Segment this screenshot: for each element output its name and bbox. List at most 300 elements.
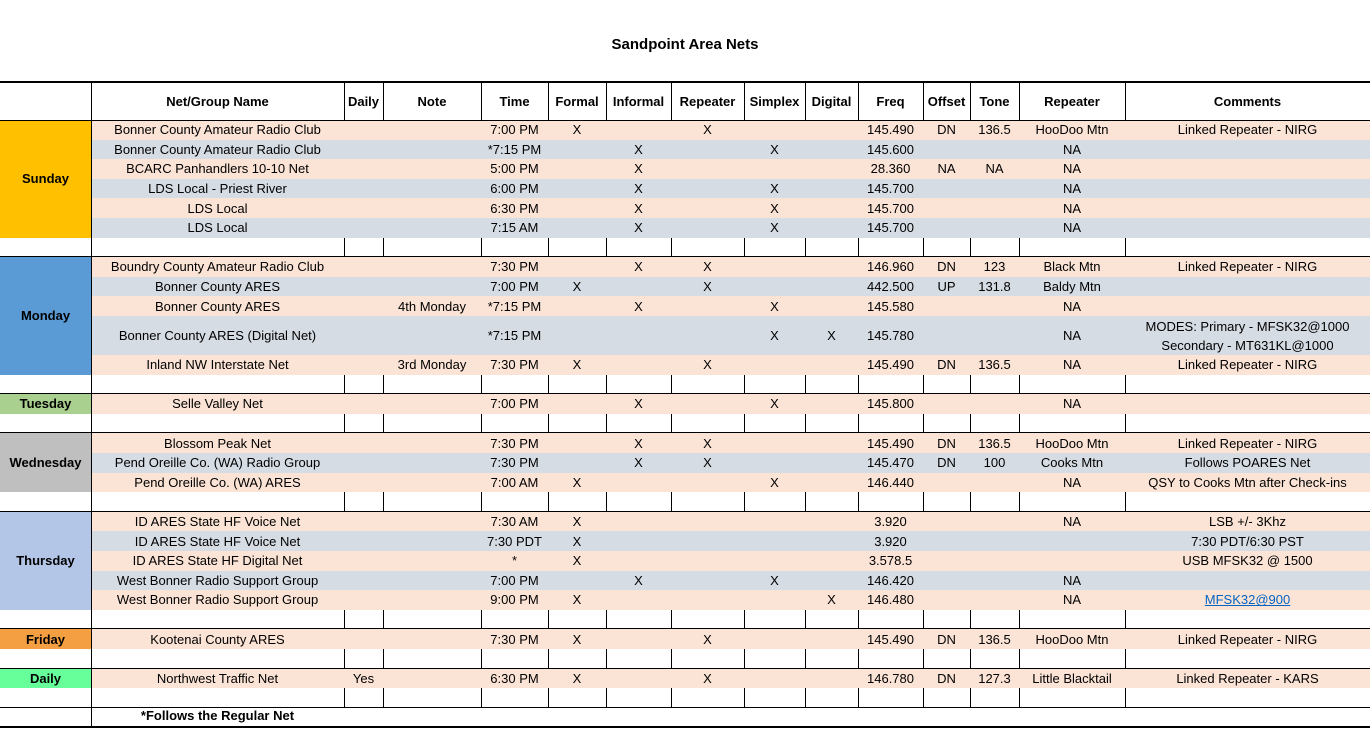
cell-repeater-site: NA xyxy=(1062,572,1082,588)
cell-offset: DN xyxy=(937,455,956,471)
cell-time: 7:00 AM xyxy=(490,474,539,490)
cell-freq: 145.780 xyxy=(867,328,914,343)
cell-tone: NA xyxy=(985,161,1004,177)
column-border xyxy=(923,649,924,669)
cell-freq: 3.578.5 xyxy=(868,553,913,569)
cell-repeater-check xyxy=(671,179,744,199)
cell-formal xyxy=(548,140,606,160)
cell-freq: 146.440 xyxy=(867,474,914,490)
column-border xyxy=(548,688,549,708)
cell-name: LDS Local xyxy=(187,220,248,236)
cell-repeater-check xyxy=(671,159,744,179)
cell-time: 7:00 PM xyxy=(490,572,539,588)
column-border xyxy=(383,82,384,120)
cell-daily xyxy=(344,159,383,179)
cell-offset xyxy=(923,316,970,355)
cell-daily xyxy=(344,473,383,493)
column-border xyxy=(805,82,806,120)
cell-note xyxy=(383,453,481,473)
cell-name: West Bonner Radio Support Group xyxy=(116,592,319,608)
cell-digital xyxy=(805,394,858,414)
cell-note xyxy=(383,218,481,238)
cell-repeater-check xyxy=(671,551,744,571)
cell-formal xyxy=(548,198,606,218)
cell-freq: 442.500 xyxy=(867,279,914,295)
cell-name: Boundry County Amateur Radio Club xyxy=(110,259,325,275)
cell-informal xyxy=(606,629,671,649)
column-border xyxy=(481,238,482,258)
cell-name: Pend Oreille Co. (WA) Radio Group xyxy=(114,455,321,471)
cell-offset: DN xyxy=(937,259,956,275)
cell-repeater-site: NA xyxy=(1062,328,1082,343)
column-border xyxy=(1125,414,1126,434)
cell-informal xyxy=(606,355,671,375)
header-tone: Tone xyxy=(979,93,1010,109)
cell-formal: X xyxy=(572,553,582,569)
cell-informal xyxy=(606,669,671,689)
cell-comments: LSB +/- 3Khz xyxy=(1209,514,1286,530)
cell-digital xyxy=(805,512,858,532)
cell-freq: 145.600 xyxy=(867,141,914,157)
cell-repeater-check: X xyxy=(703,279,712,295)
cell-simplex: X xyxy=(770,572,779,588)
cell-repeater-check xyxy=(671,316,744,355)
day-label-friday: Friday xyxy=(0,629,91,649)
column-border xyxy=(481,375,482,395)
column-border xyxy=(1019,649,1020,669)
cell-simplex: X xyxy=(770,200,779,216)
cell-formal xyxy=(548,453,606,473)
cell-name: Bonner County Amateur Radio Club xyxy=(114,141,321,157)
column-border xyxy=(1125,610,1126,630)
nets-table xyxy=(0,82,1370,728)
cell-name: ID ARES State HF Voice Net xyxy=(134,514,301,530)
cell-comments xyxy=(1125,140,1370,160)
cell-offset: DN xyxy=(937,631,956,647)
cell-repeater-check xyxy=(671,198,744,218)
cell-comments xyxy=(1125,571,1370,591)
cell-informal xyxy=(606,512,671,532)
column-border xyxy=(344,375,345,395)
cell-freq: 145.580 xyxy=(867,298,914,314)
cell-offset: DN xyxy=(937,435,956,451)
header-note: Note xyxy=(417,93,447,109)
cell-simplex xyxy=(744,629,805,649)
column-border xyxy=(858,492,859,512)
cell-name: Kootenai County ARES xyxy=(150,631,285,647)
column-border xyxy=(923,688,924,708)
cell-comments: Linked Repeater - NIRG xyxy=(1177,122,1318,138)
cell-note xyxy=(383,120,481,140)
cell-informal xyxy=(606,551,671,571)
column-border xyxy=(1125,649,1126,669)
column-border xyxy=(744,414,745,434)
cell-daily xyxy=(344,296,383,316)
cell-simplex: X xyxy=(770,396,779,412)
cell-digital xyxy=(805,218,858,238)
cell-repeater-site: HooDoo Mtn xyxy=(1035,435,1109,451)
cell-note xyxy=(383,257,481,277)
cell-name: Bonner County ARES xyxy=(154,298,281,314)
cell-offset xyxy=(923,512,970,532)
cell-comments: Linked Repeater - NIRG xyxy=(1177,435,1318,451)
cell-tone xyxy=(970,512,1019,532)
cell-informal: X xyxy=(634,181,643,197)
column-border xyxy=(548,610,549,630)
cell-offset: NA xyxy=(937,161,956,177)
cell-repeater-check: X xyxy=(703,435,712,451)
cell-note xyxy=(383,198,481,218)
cell-daily xyxy=(344,590,383,610)
cell-tone xyxy=(970,531,1019,551)
cell-informal: X xyxy=(634,572,643,588)
cell-tone xyxy=(970,590,1019,610)
cell-formal xyxy=(548,571,606,591)
comment-link[interactable]: MFSK32@900 xyxy=(1204,592,1291,608)
column-border xyxy=(383,649,384,669)
cell-freq: 28.360 xyxy=(870,161,911,177)
cell-formal xyxy=(548,394,606,414)
cell-formal: X xyxy=(572,670,582,686)
cell-tone: 123 xyxy=(983,259,1006,275)
cell-freq: 145.490 xyxy=(867,357,914,373)
cell-informal: X xyxy=(634,455,643,471)
cell-offset: DN xyxy=(937,357,956,373)
cell-tone: 136.5 xyxy=(978,122,1011,138)
cell-time: 7:30 PM xyxy=(490,435,539,451)
cell-digital xyxy=(805,629,858,649)
cell-repeater-site: NA xyxy=(1062,181,1082,197)
cell-repeater-check: X xyxy=(703,670,712,686)
cell-tone: 136.5 xyxy=(978,435,1011,451)
separator-line xyxy=(0,668,1370,669)
cell-repeater-check xyxy=(671,531,744,551)
cell-tone xyxy=(970,296,1019,316)
cell-freq: 145.470 xyxy=(867,455,914,471)
column-border xyxy=(744,238,745,258)
cell-tone xyxy=(970,198,1019,218)
cell-offset xyxy=(923,218,970,238)
column-border xyxy=(1019,610,1020,630)
column-border xyxy=(970,492,971,512)
cell-name: Bonner County Amateur Radio Club xyxy=(114,122,321,138)
column-border xyxy=(858,82,859,120)
column-border xyxy=(344,82,345,120)
cell-name: Blossom Peak Net xyxy=(164,435,271,451)
column-border xyxy=(1125,82,1126,120)
header-divider xyxy=(0,120,1370,121)
cell-repeater-site: Little Blacktail xyxy=(1032,670,1112,686)
cell-time: 7:30 PM xyxy=(490,455,539,471)
cell-repeater-check xyxy=(671,473,744,493)
cell-daily xyxy=(344,531,383,551)
column-border xyxy=(970,238,971,258)
column-border xyxy=(805,375,806,395)
day-column-border xyxy=(91,82,92,726)
cell-comments: Follows POARES Net xyxy=(1184,455,1311,471)
cell-daily xyxy=(344,394,383,414)
column-border xyxy=(606,82,607,120)
header-freq: Freq xyxy=(876,93,905,109)
cell-time: 6:30 PM xyxy=(490,200,539,216)
comments-line: MODES: Primary - MFSK32@1000 xyxy=(1145,318,1350,334)
cell-simplex xyxy=(744,257,805,277)
cell-formal xyxy=(548,159,606,179)
cell-digital xyxy=(805,531,858,551)
cell-repeater-check: X xyxy=(703,357,712,373)
cell-comments: Linked Repeater - NIRG xyxy=(1177,259,1318,275)
cell-simplex xyxy=(744,277,805,297)
cell-time: 7:15 AM xyxy=(490,220,539,236)
cell-comments xyxy=(1125,296,1370,316)
day-label-monday: Monday xyxy=(0,257,91,374)
column-border xyxy=(858,238,859,258)
cell-tone xyxy=(970,179,1019,199)
header-repeater-check: Repeater xyxy=(679,93,736,109)
header-daily: Daily xyxy=(347,93,380,109)
cell-formal xyxy=(548,218,606,238)
column-border xyxy=(671,688,672,708)
column-border xyxy=(606,414,607,434)
column-border xyxy=(344,414,345,434)
cell-offset: UP xyxy=(937,279,956,295)
cell-offset xyxy=(923,198,970,218)
cell-simplex xyxy=(744,551,805,571)
cell-informal xyxy=(606,590,671,610)
cell-offset xyxy=(923,140,970,160)
column-border xyxy=(548,82,549,120)
cell-name: BCARC Panhandlers 10-10 Net xyxy=(126,161,309,177)
cell-daily xyxy=(344,218,383,238)
cell-digital xyxy=(805,277,858,297)
cell-note xyxy=(383,433,481,453)
cell-note xyxy=(383,140,481,160)
cell-daily xyxy=(344,257,383,277)
cell-repeater-site: NA xyxy=(1062,514,1082,530)
cell-note xyxy=(383,316,481,355)
cell-digital xyxy=(805,140,858,160)
cell-tone: 127.3 xyxy=(978,670,1011,686)
cell-formal: X xyxy=(572,514,582,530)
column-border xyxy=(344,688,345,708)
column-border xyxy=(923,238,924,258)
column-border xyxy=(1125,375,1126,395)
cell-daily xyxy=(344,355,383,375)
column-border xyxy=(606,375,607,395)
day-label-sunday: Sunday xyxy=(0,120,91,238)
cell-freq: 3.920 xyxy=(874,533,907,549)
column-border xyxy=(1019,688,1020,708)
cell-name: Inland NW Interstate Net xyxy=(146,357,289,373)
cell-repeater-site xyxy=(1019,531,1125,551)
cell-offset: DN xyxy=(937,670,956,686)
cell-digital xyxy=(805,551,858,571)
cell-digital xyxy=(805,120,858,140)
cell-daily xyxy=(344,571,383,591)
cell-repeater-check xyxy=(671,140,744,160)
cell-digital xyxy=(805,669,858,689)
cell-simplex: X xyxy=(770,474,779,490)
cell-comments: Linked Repeater - NIRG xyxy=(1177,357,1318,373)
cell-note xyxy=(383,179,481,199)
column-border xyxy=(606,610,607,630)
cell-repeater-site: NA xyxy=(1062,200,1082,216)
cell-repeater-check: X xyxy=(703,259,712,275)
cell-freq: 145.700 xyxy=(867,181,914,197)
column-border xyxy=(671,375,672,395)
column-border xyxy=(548,649,549,669)
column-border xyxy=(1019,82,1020,120)
cell-name: ID ARES State HF Voice Net xyxy=(134,533,301,549)
cell-daily xyxy=(344,179,383,199)
column-border xyxy=(671,492,672,512)
day-label-daily: Daily xyxy=(0,669,91,689)
cell-informal xyxy=(606,120,671,140)
cell-tone: 100 xyxy=(983,455,1006,471)
separator-line xyxy=(0,256,1370,257)
cell-daily xyxy=(344,140,383,160)
cell-repeater-check xyxy=(671,571,744,591)
column-border xyxy=(744,82,745,120)
cell-time: 7:30 PM xyxy=(490,357,539,373)
cell-offset xyxy=(923,551,970,571)
cell-note xyxy=(383,394,481,414)
cell-comments xyxy=(1125,394,1370,414)
cell-daily xyxy=(344,512,383,532)
column-border xyxy=(970,82,971,120)
cell-comments: QSY to Cooks Mtn after Check-ins xyxy=(1148,474,1347,490)
cell-repeater-site: NA xyxy=(1062,161,1082,177)
cell-formal: X xyxy=(572,474,582,490)
separator-line xyxy=(0,511,1370,512)
cell-name: Pend Oreille Co. (WA) ARES xyxy=(134,474,301,490)
cell-repeater-check xyxy=(671,296,744,316)
cell-name: Selle Valley Net xyxy=(172,396,263,412)
cell-informal: X xyxy=(634,200,643,216)
cell-informal: X xyxy=(634,435,643,451)
separator-line xyxy=(0,432,1370,433)
cell-time: 7:30 PDT xyxy=(487,533,542,549)
page-title: Sandpoint Area Nets xyxy=(611,36,759,53)
header-digital: Digital xyxy=(811,93,852,109)
column-border xyxy=(481,610,482,630)
cell-offset: DN xyxy=(937,122,956,138)
column-border xyxy=(805,610,806,630)
cell-simplex: X xyxy=(770,220,779,236)
cell-note xyxy=(383,473,481,493)
cell-repeater-check xyxy=(671,394,744,414)
cell-simplex xyxy=(744,512,805,532)
cell-daily xyxy=(344,551,383,571)
header-offset: Offset xyxy=(927,93,966,109)
column-border xyxy=(923,492,924,512)
column-border xyxy=(923,414,924,434)
column-border xyxy=(923,82,924,120)
cell-informal xyxy=(606,277,671,297)
column-border xyxy=(1125,492,1126,512)
cell-name: LDS Local - Priest River xyxy=(148,181,287,197)
column-border xyxy=(744,649,745,669)
cell-name: Bonner County ARES xyxy=(154,279,281,295)
cell-repeater-site: Black Mtn xyxy=(1043,259,1101,275)
cell-digital xyxy=(805,433,858,453)
column-border xyxy=(344,610,345,630)
cell-repeater-site: NA xyxy=(1062,220,1082,236)
cell-digital: X xyxy=(827,328,836,343)
cell-name: Bonner County ARES (Digital Net) xyxy=(118,328,317,343)
cell-offset xyxy=(923,571,970,591)
cell-comments xyxy=(1125,590,1370,610)
cell-repeater-site: NA xyxy=(1062,141,1082,157)
column-border xyxy=(923,375,924,395)
column-border xyxy=(805,414,806,434)
column-border xyxy=(858,610,859,630)
cell-time: 6:00 PM xyxy=(490,181,539,197)
cell-digital xyxy=(805,159,858,179)
cell-offset xyxy=(923,296,970,316)
cell-formal: X xyxy=(572,279,582,295)
cell-simplex xyxy=(744,355,805,375)
column-border xyxy=(606,688,607,708)
cell-informal xyxy=(606,473,671,493)
cell-freq: 146.960 xyxy=(867,259,914,275)
cell-note xyxy=(383,571,481,591)
header-simplex: Simplex xyxy=(749,93,800,109)
column-border xyxy=(858,414,859,434)
column-border xyxy=(481,492,482,512)
cell-daily: Yes xyxy=(352,670,375,686)
cell-repeater-site: NA xyxy=(1062,396,1082,412)
cell-tone xyxy=(970,140,1019,160)
cell-formal xyxy=(548,296,606,316)
cell-tone: 131.8 xyxy=(978,279,1011,295)
cell-time: *7:15 PM xyxy=(487,298,542,314)
cell-comments: Linked Repeater - KARS xyxy=(1176,670,1319,686)
cell-time: 7:00 PM xyxy=(490,279,539,295)
header-informal: Informal xyxy=(612,93,665,109)
cell-offset xyxy=(923,179,970,199)
column-border xyxy=(970,649,971,669)
cell-digital xyxy=(805,355,858,375)
cell-informal: X xyxy=(634,259,643,275)
cell-tone xyxy=(970,218,1019,238)
cell-note: 3rd Monday xyxy=(397,357,467,373)
cell-comments xyxy=(1125,179,1370,199)
cell-freq: 146.480 xyxy=(867,592,914,608)
cell-formal: X xyxy=(572,631,582,647)
column-border xyxy=(383,492,384,512)
cell-repeater-check: X xyxy=(703,122,712,138)
column-border xyxy=(671,610,672,630)
cell-offset xyxy=(923,531,970,551)
cell-tone xyxy=(970,551,1019,571)
cell-comments xyxy=(1125,198,1370,218)
column-border xyxy=(970,610,971,630)
header-formal: Formal xyxy=(555,93,599,109)
day-label-wednesday: Wednesday xyxy=(0,433,91,492)
column-border xyxy=(344,238,345,258)
column-border xyxy=(805,238,806,258)
cell-tone: 136.5 xyxy=(978,357,1011,373)
column-border xyxy=(548,414,549,434)
cell-note xyxy=(383,159,481,179)
cell-daily xyxy=(344,316,383,355)
cell-comments: 7:30 PDT/6:30 PST xyxy=(1191,533,1304,549)
cell-simplex: X xyxy=(770,328,779,343)
column-border xyxy=(970,414,971,434)
column-border xyxy=(1125,688,1126,708)
column-border xyxy=(606,649,607,669)
